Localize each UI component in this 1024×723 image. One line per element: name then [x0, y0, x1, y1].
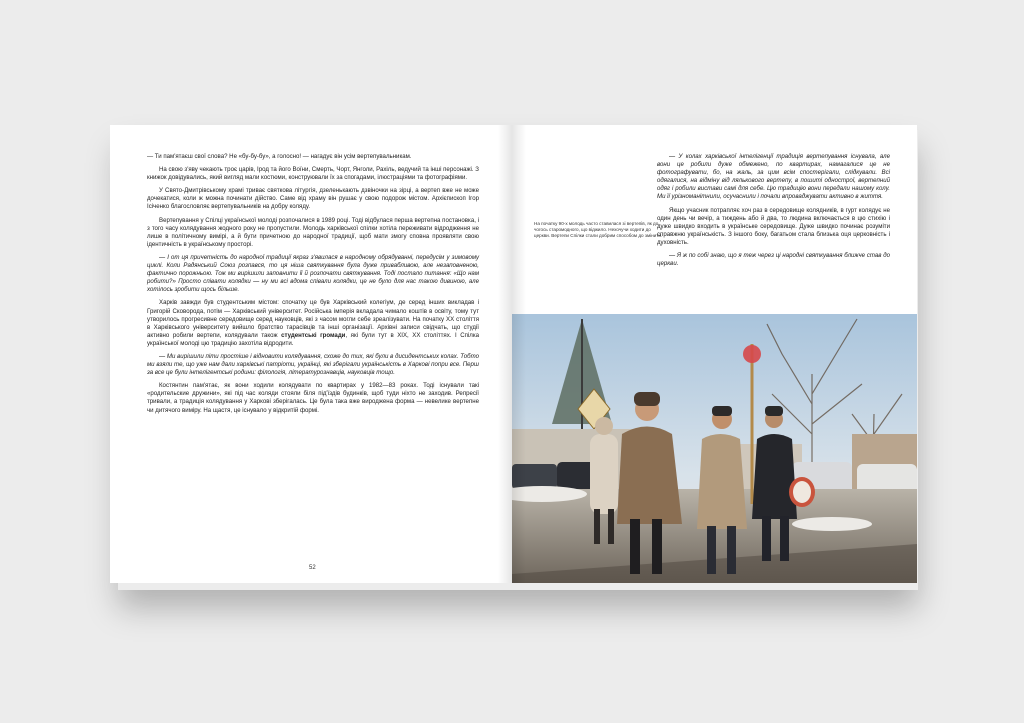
- left-paragraph: Харків завжди був студентським містом: спочатку це був Харківський колегіум, де серед інших викладав і Григорій Сковорода, потім — Харківський університет. Російська імперія вкладала чимало коштів в освіту, тому тут утворилось прогресивне середовище серед науковців, які з часом могли себе зреалізувати. На початку ХХ століття в Харківського університету вийшло братство тарасівців та інші організації. Архівні записи свідчать, що студії активно робили вертепи, колядували також студентські громади, які були тут в ХІХ, ХХ століттях. І Спілка української молоді цю традицію захотіла відродити.: [147, 299, 480, 347]
- left-paragraph: — І от ця причетність до народної традиції якраз з'явилася в народному обрядуванні, передусім у зимовому циклі. Коли Радянський Союз розпався, то ця ніша святкування була дуже привабливою, але незаповненою, фактично порожньою. Тож ми вирішили заповнити її й розпочати святкування. Тоді постало питання: «Що нам робити?» Просто співати колядки — ну ми всі вдома співали колядки, це не було для нас такою дивиною, але хотілось зробити щось більше.: [147, 253, 479, 294]
- left-page: [110, 125, 512, 583]
- left-paragraph: — Ти пам'ятаєш свої слова? Не «бу-бу-бу», а голосно! — нагадує він усім вертепувальникам.: [147, 153, 412, 160]
- left-paragraph: У Свято-Дмитрівському храмі триває святкова літургія, дзеленькають дзвіночки на зірці, а вертеп вже не може дочекатися, коли ж можна починати дійство. Саме від храму він рушає у свою подорож містом. Архієпископ Ігор Ісіченко благословляє вертепувальників на добру коляду.: [147, 187, 479, 211]
- right-page: [512, 125, 917, 583]
- left-paragraph: Вертепування у Спілці української молоді розпочалися в 1989 році. Тоді відбулася перша вертепна постановка, і з того часу колядування жодного року не пропустили. Молодь харківської спілки хотіла переживати відродження не лише в політичному вимірі, а й бути причетною до народної традиції, щоб мати змогу сповна проявляти свою ідентичність в українському просторі.: [147, 216, 479, 248]
- right-paragraph: — У колах харківської інтелігенції традиція вертепування існувала, але вони це робили дуже обмежено, по квартирах, намагалися це не фотографувати, бо, на жаль, за цим всім спостерігали, слідкували. Всі одягалися, на відміну від лялькового вертепу, в пошиті однострої, вертепний одяг і робили вистави самі для себе. Цю традицію вони передали нашому колу. Ми її урізноманітнили, осучаснили і почали впроваджувати активно в життя.: [657, 153, 890, 201]
- left-paragraph: Костянтин пам'ятає, як вони ходили колядувати по квартирах у 1982—83 роках. Тоді існували такі «родительские дружини», які під час коляди стояли біля під'їздів будинків, щоб туди ніхто не заходив. Репресії тривали, а традиція колядування у Харкові зберігалась. Це була така вже вироджена форма — невелике вертепне чи дитячого виміру. На щастя, це існувало у відкритій формі.: [147, 382, 479, 414]
- left-paragraph: На свою з'яву чекають троє царів, Ірод та його Воїни, Смерть, Чорт, Янголи, Рахіль, ведучий та інші персонажі. З книжок довідувались, який вигляд мали костюми, конструювали їх за спогадами, ілюстраціями та фотографіями.: [147, 166, 479, 182]
- right-paragraph: — Я ж по собі знаю, що я теж через ці народні святкування ближче став до церкви.: [657, 252, 890, 268]
- page-number: 52: [309, 565, 316, 571]
- carolers-photo: [512, 314, 917, 583]
- right-page-text: [657, 153, 890, 273]
- sidebar-note: На початку 90-х молодь часто ставилася зі вертепів, як до чогось старомодного, що віджило. Нехочучи ходити до церкви. Вертепи Спілки стали добрим способом до змінити.: [534, 221, 663, 238]
- right-paragraph: Якщо учасник потрапляє хоч раз в середовище колядників, в гурт колядує не один день чи вечір, а тиждень або й два, то людина включається в цю стихію і дуже швидко входить в українське середовище. Дуже швидко починає розуміти справжню українськість. З іншого боку, багатьом стала близька оця церковність і духовність.: [657, 206, 890, 246]
- left-page-text: [147, 153, 479, 420]
- left-paragraph: — Ми вирішили піти простіше і відновити колядування, схоже до тих, які були в дисидентських колах. Тобто ми взяли те, що уже нам дали харківські патріоти, українці, які зберігали українськість в Харкові попри все. Перш за все це були інтелігентські родини: філологія, літературознавців, науковців тощо.: [147, 352, 479, 377]
